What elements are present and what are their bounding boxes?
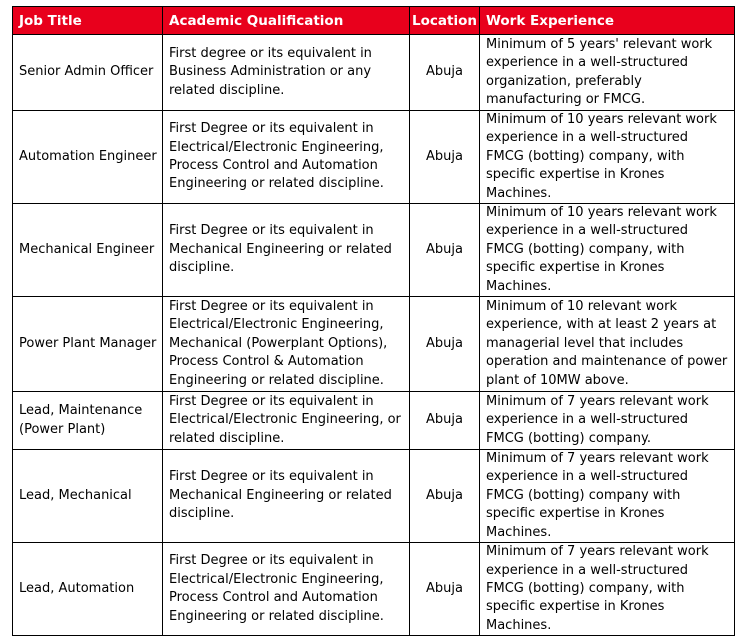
job-openings-table	[12, 6, 735, 636]
qualification-cell: First Degree or its equivalent in Mechanical Engineering or related discipline.	[163, 450, 410, 543]
header-academic-qualification: Academic Qualification	[163, 7, 410, 35]
qualification-cell: First Degree or its equivalent in Mechanical Engineering or related discipline.	[163, 204, 410, 297]
experience-cell: Minimum of 7 years relevant work experience in a well-structured FMCG (botting) company.	[480, 392, 735, 450]
location-cell: Abuja	[410, 204, 480, 297]
experience-cell: Minimum of 7 years relevant work experience in a well-structured FMCG (botting) company with specific expertise in Krones Machines.	[480, 450, 735, 543]
job-title-cell: Power Plant Manager	[13, 297, 163, 392]
location-cell: Abuja	[410, 35, 480, 111]
qualification-cell: First Degree or its equivalent in Electrical/Electronic Engineering, Mechanical (Powerplant Options), Process Control & Automation Engineering or related discipline.	[163, 297, 410, 392]
header-location: Location	[410, 7, 480, 35]
experience-cell: Minimum of 10 years relevant work experience in a well-structured FMCG (botting) company, with specific expertise in Krones Machines.	[480, 204, 735, 297]
table-row	[13, 392, 735, 450]
location-cell: Abuja	[410, 543, 480, 636]
header-job-title: Job Title	[13, 7, 163, 35]
experience-cell: Minimum of 7 years relevant work experience in a well-structured FMCG (botting) company, with specific expertise in Krones Machines.	[480, 543, 735, 636]
table-row	[13, 297, 735, 392]
location-cell: Abuja	[410, 392, 480, 450]
qualification-cell: First Degree or its equivalent in Electrical/Electronic Engineering, Process Control and Automation Engineering or related discipline.	[163, 111, 410, 204]
qualification-cell: First Degree or its equivalent in Electrical/Electronic Engineering, or related discipline.	[163, 392, 410, 450]
job-title-cell: Automation Engineer	[13, 111, 163, 204]
experience-cell: Minimum of 5 years' relevant work experience in a well-structured organization, preferably manufacturing or FMCG.	[480, 35, 735, 111]
job-title-cell: Lead, Automation	[13, 543, 163, 636]
header-work-experience: Work Experience	[480, 7, 735, 35]
table-row	[13, 450, 735, 543]
job-title-cell: Lead, Maintenance (Power Plant)	[13, 392, 163, 450]
job-title-cell: Senior Admin Officer	[13, 35, 163, 111]
location-cell: Abuja	[410, 297, 480, 392]
table-row	[13, 35, 735, 111]
job-title-cell: Lead, Mechanical	[13, 450, 163, 543]
qualification-cell: First degree or its equivalent in Business Administration or any related discipline.	[163, 35, 410, 111]
experience-cell: Minimum of 10 years relevant work experience in a well-structured FMCG (botting) company, with specific expertise in Krones Machines.	[480, 111, 735, 204]
location-cell: Abuja	[410, 111, 480, 204]
table-row	[13, 111, 735, 204]
experience-cell: Minimum of 10 relevant work experience, with at least 2 years at managerial level that includes operation and maintenance of power plant of 10MW above.	[480, 297, 735, 392]
header-row	[13, 7, 735, 35]
location-cell: Abuja	[410, 450, 480, 543]
job-title-cell: Mechanical Engineer	[13, 204, 163, 297]
qualification-cell: First Degree or its equivalent in Electrical/Electronic Engineering, Process Control and Automation Engineering or related discipline.	[163, 543, 410, 636]
table-row	[13, 204, 735, 297]
table-row	[13, 543, 735, 636]
